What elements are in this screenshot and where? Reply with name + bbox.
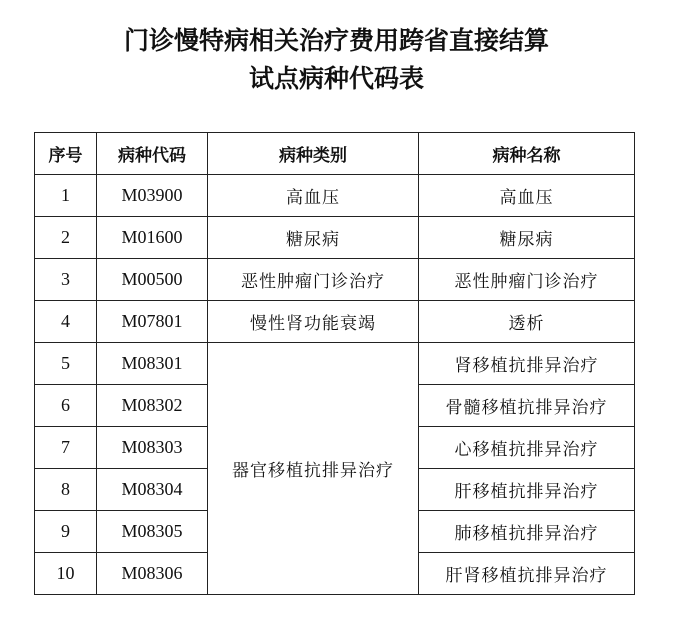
table-row [35,301,635,343]
disease-name: 肾移植抗排异治疗 [419,343,635,385]
header-disease-code: 病种代码 [97,133,208,175]
document-title [0,22,673,98]
disease-code-table [34,132,635,595]
header-disease-category: 病种类别 [208,133,419,175]
disease-name: 糖尿病 [419,217,635,259]
disease-name: 恶性肿瘤门诊治疗 [419,259,635,301]
table-row [35,175,635,217]
disease-code: M01600 [97,217,208,259]
row-number: 1 [35,175,97,217]
row-number: 3 [35,259,97,301]
disease-name: 骨髓移植抗排异治疗 [419,385,635,427]
row-number: 8 [35,469,97,511]
disease-code: M08306 [97,553,208,595]
row-number: 7 [35,427,97,469]
disease-name: 肝移植抗排异治疗 [419,469,635,511]
disease-category: 慢性肾功能衰竭 [208,301,419,343]
disease-category: 恶性肿瘤门诊治疗 [208,259,419,301]
header-disease-name: 病种名称 [419,133,635,175]
disease-name: 透析 [419,301,635,343]
disease-code: M08302 [97,385,208,427]
disease-category: 高血压 [208,175,419,217]
disease-name: 心移植抗排异治疗 [419,427,635,469]
row-number: 9 [35,511,97,553]
disease-name: 高血压 [419,175,635,217]
row-number: 2 [35,217,97,259]
disease-code: M07801 [97,301,208,343]
header-serial-number: 序号 [35,133,97,175]
disease-code: M08305 [97,511,208,553]
disease-code: M00500 [97,259,208,301]
disease-name: 肝肾移植抗排异治疗 [419,553,635,595]
row-number: 5 [35,343,97,385]
table-row [35,343,635,385]
table-header-row [35,133,635,175]
disease-code: M08303 [97,427,208,469]
table-row [35,217,635,259]
disease-code: M03900 [97,175,208,217]
title-line-1: 门诊慢特病相关治疗费用跨省直接结算 [123,26,549,55]
table-row [35,259,635,301]
row-number: 6 [35,385,97,427]
title-line-2: 试点病种代码表 [248,64,424,93]
row-number: 10 [35,553,97,595]
row-number: 4 [35,301,97,343]
disease-code: M08301 [97,343,208,385]
disease-category: 糖尿病 [208,217,419,259]
disease-category-merged: 器官移植抗排异治疗 [208,343,419,595]
disease-name: 肺移植抗排异治疗 [419,511,635,553]
disease-code: M08304 [97,469,208,511]
